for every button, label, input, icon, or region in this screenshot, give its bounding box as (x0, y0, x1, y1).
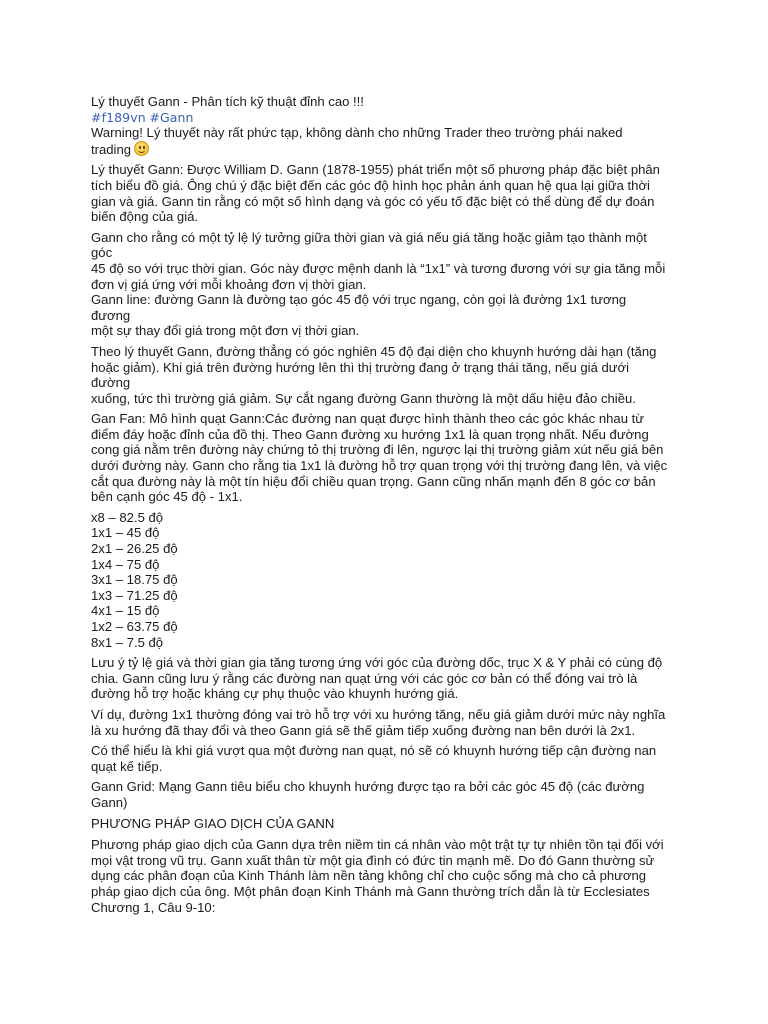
note-paragraph (91, 655, 668, 702)
method-paragraph (91, 837, 668, 915)
paragraph-line: Gann Grid: Mạng Gann tiêu biểu cho khuynh hướng được tạo ra bởi các góc 45 độ (các đường (91, 779, 645, 795)
paragraph-line: một sự thay đổi giá trong một đơn vị thời gian. (91, 323, 360, 339)
paragraph-line: Gann) (91, 794, 128, 810)
angle-list-item: 4x1 – 15 độ (91, 603, 160, 619)
paragraph-line: điểm đáy hoặc đỉnh của đồ thị. Theo Gann đường xu hướng 1x1 là quan trọng nhất. Nếu đường (91, 426, 649, 442)
warning-line (91, 141, 668, 158)
paragraph-line: hoặc giảm). Khi giá trên đường hướng lên thì thị trường đang ở trạng thái tăng, nếu giá dưới đường (91, 359, 630, 391)
trend-paragraph (91, 344, 668, 406)
angle-list-item: 8x1 – 7.5 độ (91, 634, 164, 650)
example-paragraph (91, 707, 668, 738)
paragraph-line: dụng các phân đoạn của Kinh Thánh làm nền tảng không chỉ cho cuộc sống mà cho cả phương (91, 868, 647, 884)
paragraph-line: cắt qua đường này là một tín hiệu đổi chiều quan trọng. Gann cũng nhấn mạnh đến 8 góc cơ bản (91, 473, 656, 489)
warning-line: Warning! Lý thuyết này rất phức tạp, không dành cho những Trader theo trường phái naked (91, 125, 623, 141)
paragraph-line: chia. Gann cũng lưu ý rằng các đường nan quạt ứng với các góc cơ bản có thể đóng vai trò là (91, 670, 638, 686)
paragraph-line: Theo lý thuyết Gann, đường thẳng có góc nghiên 45 độ đại diện cho khuynh hướng dài hạn (tăng (91, 343, 657, 359)
paragraph-line: 45 độ so với trục thời gian. Góc này được mệnh danh là “1x1” và tương đương với sự gia tăng mỗi (91, 260, 666, 276)
paragraph-line: dưới đường này. Gann cho rằng tia 1x1 là đường hỗ trợ quan trọng với thị trường đang lên, và việc (91, 458, 668, 474)
paragraph-line: Có thể hiểu là khi giá vượt qua một đường nan quạt, nó sẽ có khuynh hướng tiếp cận đường nan (91, 743, 657, 759)
angle-list-item: x8 – 82.5 độ (91, 509, 164, 525)
hashtag-row (91, 110, 668, 126)
paragraph-line: pháp giao dịch của ông. Một phân đoạn Kinh Thánh mà Gann thường trích dẫn là từ Ecclesiates (91, 883, 650, 899)
paragraph-line: Phương pháp giao dịch của Gann dựa trên niềm tin cá nhân vào một trật tự tự nhiên tồn tại đối với (91, 837, 664, 853)
intro-paragraph (91, 162, 668, 224)
paragraph-line: cong giá nằm trên đường này chứng tỏ thị trường đi lên, ngược lại thị trường giảm xút nếu giá bên (91, 442, 664, 458)
breakout-paragraph (91, 743, 668, 774)
angle-list (91, 510, 668, 650)
smiley-emoji-icon (134, 141, 149, 156)
paragraph-line: xuống, tức thì trường giá giảm. Sự cắt ngang đường Gann thường là một dấu hiệu đảo chiều. (91, 390, 636, 406)
angle-list-item: 3x1 – 18.75 độ (91, 572, 178, 588)
paragraph-line: đường hỗ trợ hoặc kháng cự phụ thuộc vào khuynh hướng giá. (91, 686, 459, 702)
paragraph-line: Gann cho rằng có một tỷ lệ lý tưởng giữa thời gian và giá nếu giá tăng hoặc giảm tạo thành một góc (91, 229, 647, 261)
angle-list-item: 1x4 – 75 độ (91, 556, 160, 572)
paragraph-line: Lưu ý tỷ lệ giá và thời gian gia tăng tương ứng với góc của đường dốc, trục X & Y phải có cùng độ (91, 655, 663, 671)
angle-list-item: 2x1 – 26.25 độ (91, 541, 178, 557)
paragraph-line: mọi vật trong vũ trụ. Gann xuất thân từ một gia đình có đức tin mạnh mẽ. Do đó Gann thường sử (91, 852, 655, 868)
paragraph-line: Gann line: đường Gann là đường tạo góc 45 độ với trục ngang, còn gọi là đường 1x1 tương đương (91, 292, 627, 323)
warning-paragraph (91, 125, 668, 157)
angle-list-item: 1x3 – 71.25 độ (91, 587, 178, 603)
paragraph-line: là xu hướng đã thay đổi và theo Gann giá sẽ thế giảm tiếp xuống đường nan bên dưới là 2x1. (91, 722, 636, 738)
gann-grid-paragraph (91, 779, 668, 810)
paragraph-line: Lý thuyết Gann: Được William D. Gann (1878-1955) phát triển một số phương pháp đặc biệt phân (91, 162, 660, 178)
paragraph-line: bên cạnh góc 45 độ - 1x1. (91, 489, 243, 505)
document-title: Lý thuyết Gann - Phân tích kỹ thuật đỉnh cao !!! (91, 94, 364, 109)
angle-list-item: 1x2 – 63.75 độ (91, 619, 178, 634)
gann-fan-paragraph (91, 411, 668, 505)
warning-line-text: trading (91, 141, 132, 157)
paragraph-line: Ví dụ, đường 1x1 thường đóng vai trò hỗ trợ với xu hướng tăng, nếu giá giảm dưới mức này nghĩa (91, 706, 666, 722)
angle-list-item: 1x1 – 45 độ (91, 525, 160, 541)
paragraph-line: tích biểu đồ giá. Ông chú ý đặc biệt đến các góc độ hình học phản ánh quan hệ qua lại giữa thời (91, 177, 650, 193)
ratio-paragraph (91, 230, 668, 339)
hashtag-link[interactable]: #f189vn (91, 109, 146, 125)
section-heading: PHƯƠNG PHÁP GIAO DỊCH CỦA GANN (91, 815, 335, 831)
paragraph-line: Chương 1, Câu 9-10: (91, 899, 216, 915)
paragraph-line: biến động của giá. (91, 209, 199, 225)
hashtag-link[interactable]: #Gann (149, 109, 194, 125)
paragraph-line: gian và giá. Gann tin rằng có một số hình dạng và góc có yếu tố đặc biệt có thể dùng để dự đoán (91, 193, 655, 209)
paragraph-line: đơn vị giá ứng với mỗi khoảng đơn vị thời gian. (91, 276, 367, 292)
paragraph-line: Gan Fan: Mô hình quạt Gann:Các đường nan quạt được hình thành theo các góc khác nhau từ (91, 411, 645, 427)
paragraph-line: quạt kế tiếp. (91, 758, 163, 774)
